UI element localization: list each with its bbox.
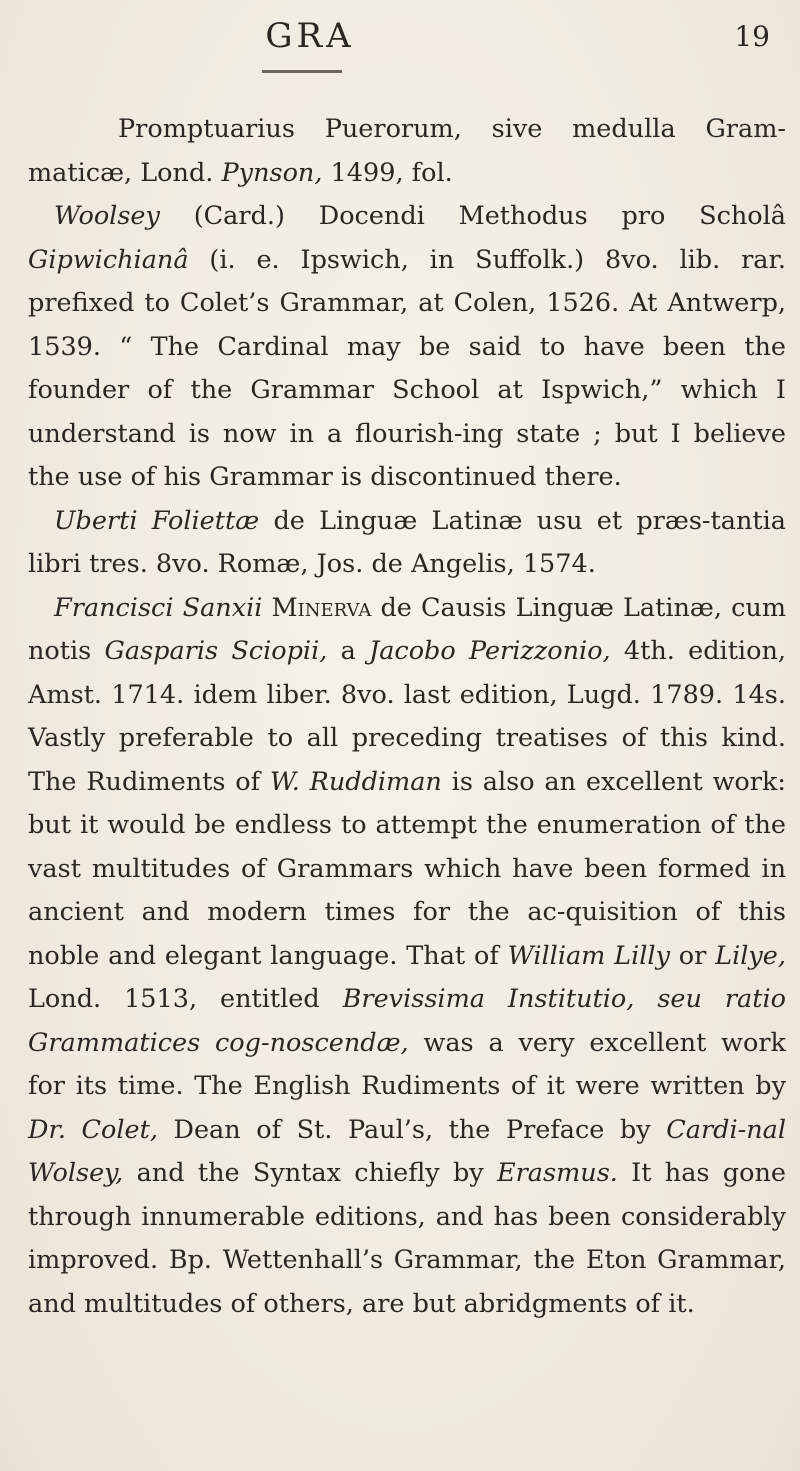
entry-author: William Lilly <box>507 940 670 971</box>
entry-place: Gipwichianâ <box>28 244 189 275</box>
body-text <box>28 108 786 1326</box>
entry-text: a <box>327 636 369 666</box>
entry-promptuarius <box>28 108 786 195</box>
entry-text: It has gone through innumerable editions, and has been considerably improved. Bp. Wettenhall’s Grammar, the Eton Grammar, and multitudes of others, are but abridgments of it. <box>28 1158 786 1319</box>
entry-text: was a very excellent work for its time. The English Rudiments of it were written by <box>28 1027 786 1101</box>
entry-text: is also an excellent work: but it would be endless to attempt the enumeration of the vast multitudes of Grammars which have been formed in ancient and modern times for the ac-quisition of this noble and elegant language. That of <box>28 766 786 971</box>
entry-author: Uberti Foliettæ <box>54 505 260 536</box>
entry-text: de Linguæ Latinæ usu et præs-tantia libri tres. 8vo. Romæ, Jos. de Angelis, 1574. <box>28 505 787 579</box>
entry-editor: Jacobo Perizzonio, <box>369 636 611 666</box>
entry-text: 1499, fol. <box>322 157 453 188</box>
entry-title: Minerva <box>271 592 372 623</box>
entry-uberti <box>28 500 786 587</box>
entry-text: and the Syntax chiefly by <box>123 1158 497 1188</box>
entry-text: 4th. edition, Amst. 1714. idem liber. 8vo. last edition, Lugd. 1789. 14s. Vastly preferable to all preceding treatises of this kind. The Rudiments of <box>28 636 786 797</box>
entry-woolsey <box>28 195 786 500</box>
entry-editor: Gasparis Sciopii, <box>104 636 328 666</box>
entry-author: W. Ruddiman <box>269 766 442 797</box>
entry-author: Lilye, <box>715 940 786 971</box>
entry-text: Promptuarius Puerorum, sive medulla Gram-maticæ, Lond. <box>28 114 786 188</box>
entry-author: Francisci Sanxii <box>54 592 263 623</box>
entry-title: Brevissima Institutio, seu ratio Grammatices cog-noscendæ, <box>28 984 786 1058</box>
entry-text: (i. e. Ipswich, in Suffolk.) 8vo. lib. rar. prefixed to Colet’s Grammar, at Colen, 1526. At Antwerp, 1539. “ The Cardinal may be said to have been the founder of the Grammar School at Ispwich,” which I understand is now in a flourish-ing state ; but I believe the use of his Grammar is discontinued there. <box>28 244 786 492</box>
entry-text: de Causis Linguæ Latinæ, cum notis <box>28 592 787 666</box>
entry-person: Cardi-nal Wolsey, <box>28 1114 787 1188</box>
header-rule <box>262 70 342 73</box>
entry-printer: Pynson, <box>221 157 323 188</box>
entry-author: Woolsey <box>54 201 160 231</box>
entry-sanctius <box>28 587 786 1327</box>
entry-text: Dean of St. Paul’s, the Preface by <box>157 1114 667 1145</box>
running-head <box>0 12 800 72</box>
entry-text: Lond. 1513, entitled <box>28 984 343 1014</box>
page-number: 19 <box>734 20 770 53</box>
running-head-title: GRA <box>265 16 355 56</box>
entry-text: or <box>669 940 716 971</box>
entry-person: Dr. Colet, <box>28 1114 158 1145</box>
entry-text: (Card.) Docendi Methodus pro Scholâ <box>159 201 786 231</box>
entry-person: Erasmus. <box>497 1158 618 1188</box>
